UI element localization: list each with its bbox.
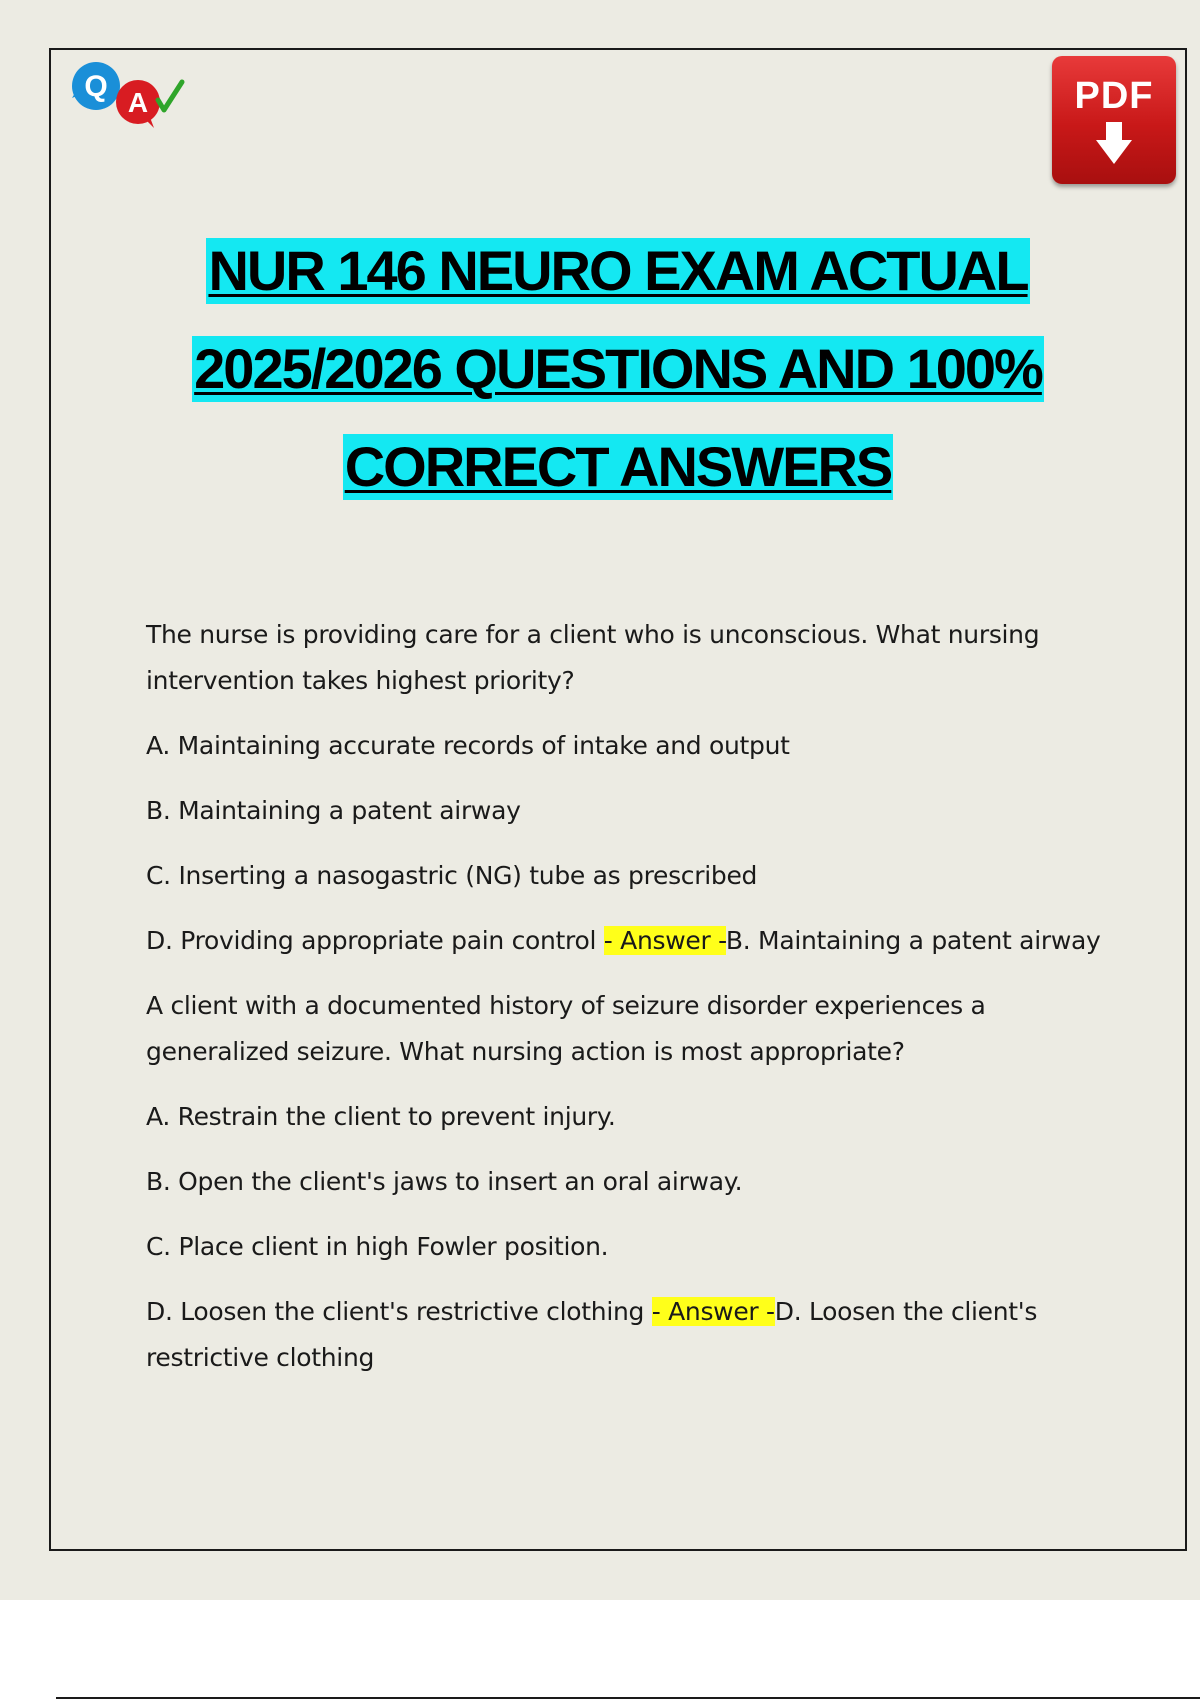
option-d-with-answer (146, 918, 1106, 964)
title-line-2-text: 2025/2026 QUESTIONS AND 100% (194, 337, 1042, 400)
question-stem: A client with a documented history of seizure disorder experiences a generalized seizure. What nursing action is most appropriate? (146, 991, 986, 1066)
questions-list (146, 612, 1106, 1400)
document-title (51, 238, 1185, 532)
option-c: C. Inserting a nasogastric (NG) tube as prescribed (146, 861, 758, 890)
qa-logo-icon (70, 58, 190, 130)
checkmark-icon (158, 82, 182, 110)
title-line-1 (51, 238, 1185, 336)
answer-text: D. Loosen the client's restrictive clothing (146, 1297, 1038, 1372)
option-a: A. Restrain the client to prevent injury. (146, 1102, 616, 1131)
title-line-1-text: NUR 146 NEURO EXAM ACTUAL (208, 239, 1028, 302)
page-divider (56, 1697, 1200, 1699)
title-line-3 (51, 434, 1185, 532)
option-b: B. Maintaining a patent airway (146, 796, 521, 825)
logo-q-letter: Q (84, 70, 108, 103)
pdf-download-button[interactable] (1052, 56, 1176, 184)
question-stem: The nurse is providing care for a client who is unconscious. What nursing intervention takes highest priority? (146, 620, 1040, 695)
option-b: B. Open the client's jaws to insert an oral airway. (146, 1167, 743, 1196)
download-arrow-icon (1092, 120, 1136, 166)
option-c: C. Place client in high Fowler position. (146, 1232, 609, 1261)
question-item (146, 612, 1106, 964)
option-a: A. Maintaining accurate records of intake and output (146, 731, 790, 760)
option-d-with-answer (146, 1289, 1106, 1381)
title-line-2 (51, 336, 1185, 434)
logo-a-letter: A (127, 87, 149, 118)
option-d: D. Loosen the client's restrictive clothing (146, 1297, 652, 1326)
answer-marker: - Answer - (603, 926, 726, 955)
pdf-label: PDF (1074, 75, 1154, 117)
answer-marker: - Answer - (651, 1297, 775, 1326)
option-d: D. Providing appropriate pain control (146, 926, 604, 955)
title-line-3-text: CORRECT ANSWERS (344, 435, 892, 498)
question-item (146, 983, 1106, 1381)
answer-text: B. Maintaining a patent airway (725, 926, 1101, 955)
